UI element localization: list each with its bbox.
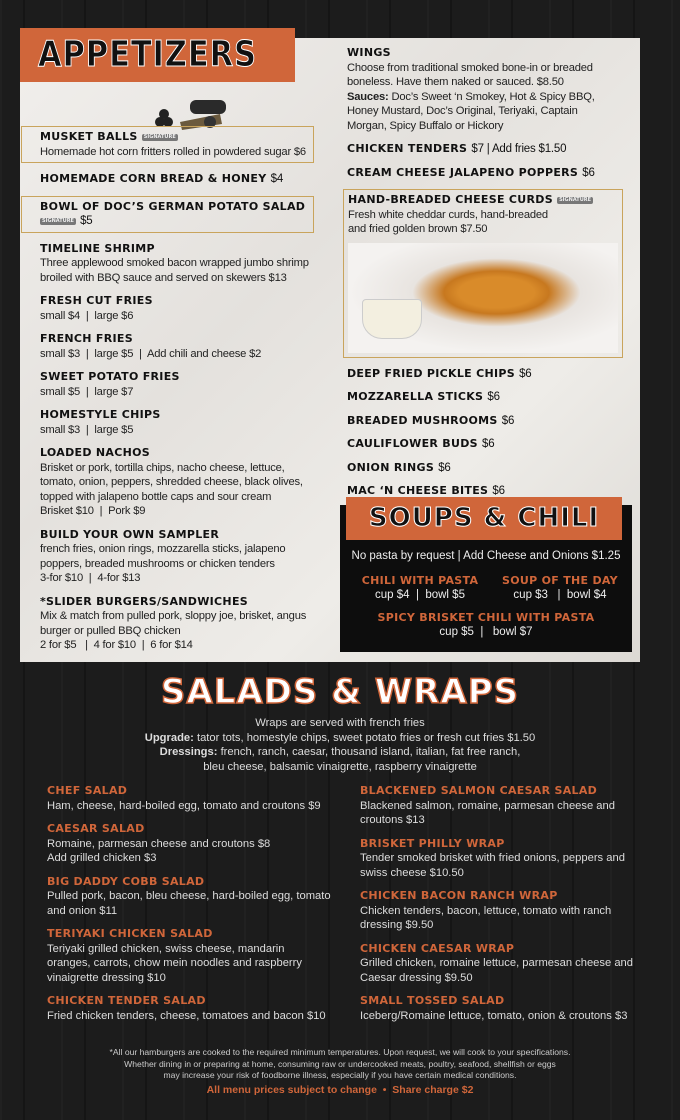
salads-right-column [360,784,650,1032]
menu-item [347,46,619,133]
price: $6 [487,391,500,403]
menu-item [40,332,312,361]
salad-item [47,822,337,866]
desc: Blackened salmon, romaine, parmesan cheese and croutons $13 [360,799,615,826]
menu-item [21,196,314,233]
served: Wraps are served with french fries [255,717,425,729]
name: BRISKET PHILLY WRAP [360,836,505,850]
dressings-label: Dressings: [159,746,218,758]
desc: Mix & match from pulled pork, sloppy joe, brisket, angus burger or pulled BBQ chicken [40,610,307,637]
price: $6 [438,461,451,474]
desc: small $3 | large $5 | Add chili and cheese $2 [40,347,262,360]
name: BUILD YOUR OWN SAMPLER [40,527,220,541]
name: SMALL TOSSED SALAD [360,994,505,1007]
desc: Iceberg/Romaine lettuce, tomato, onion & croutons $3 [360,1009,628,1022]
menu-item [347,390,619,405]
name: CAULIFLOWER BUDS [347,437,478,450]
line3: may increase your risk of foodborne illness, especially if you have certain medical conditions. [163,1070,517,1080]
name: CREAM CHEESE JALAPENO POPPERS [347,165,579,179]
name: TIMELINE SHRIMP [40,241,155,255]
salad-item [360,784,650,828]
desc: small $5 | large $7 [40,385,134,398]
salad-item [360,837,650,881]
name: MUSKET BALLS [40,130,138,143]
name: SOUP OF THE DAY [502,574,618,587]
desc: Teriyaki grilled chicken, swiss cheese, mandarin oranges, carrots, chow mein noodles and raspberry vinaigrette dressing $10 [47,942,302,984]
name: MOZZARELLA STICKS [347,390,484,403]
desc2: Brisket $10 | Pork $9 [40,505,146,517]
desc: Romaine, parmesan cheese and croutons $8 [47,837,271,850]
menu-item [40,294,312,323]
salads-title: SALADS & WRAPS [160,672,520,712]
salad-item [360,994,650,1023]
desc: Pulled pork, bacon, bleu cheese, hard-boiled egg, tomato and onion $11 [47,890,331,917]
salads-left-column [47,784,337,1032]
name: CHICKEN TENDER SALAD [47,994,206,1007]
upgrade: tator tots, homestyle chips, sweet potato fries or fresh cut fries $1.50 [196,731,536,744]
menu-item [40,528,312,586]
name: ONION RINGS [347,460,435,474]
name: SWEET POTATO FRIES [40,370,180,383]
desc: Tender smoked brisket with fried onions, peppers and swiss cheese $10.50 [360,852,625,879]
menu-item [40,172,312,187]
name: *SLIDER BURGERS/SANDWICHES [40,594,248,608]
name: FRENCH FRIES [40,332,133,345]
sauces-label: Sauces: [347,90,389,103]
desc: small $4 | large $6 [40,309,134,322]
dressings: french, ranch, caesar, thousand island, italian, fat free ranch, bleu cheese, balsamic vinaigrette, raspberry vinaigrette [203,746,521,773]
name: BOWL OF DOC’S GERMAN POTATO SALAD [40,199,306,213]
name: CHEF SALAD [47,784,128,797]
name: CHICKEN CAESAR WRAP [360,941,515,955]
upgrade-label: Upgrade: [144,731,194,744]
desc2: Add grilled chicken $3 [47,852,157,864]
name: FRESH CUT FRIES [40,294,153,307]
appetizers-left-column [40,126,312,662]
salad-item [47,994,337,1023]
line2: Whether dining in or preparing at home, consuming raw or undercooked meats, poultry, seafood, shellfish or eggs [124,1058,556,1069]
footer-notice: All menu prices subject to change • Share charge $2 [206,1083,474,1096]
name: MAC ‘N CHEESE BITES [347,484,489,497]
salad-item [360,942,650,986]
menu-item [40,242,312,286]
desc: Homemade hot corn fritters rolled in powdered sugar $6 [40,145,306,158]
soup-item [350,574,490,602]
name: CAESAR SALAD [47,822,145,835]
soup-item [490,574,630,602]
signature-badge: SIGNATURE [143,133,176,140]
menu-item [343,189,623,358]
menu-item [40,408,312,437]
menu-item [347,142,619,157]
signature-badge: SIGNATURE [42,217,74,224]
appetizers-header [20,28,295,82]
desc: french fries, onion rings, mozzarella sticks, jalapeno poppers, breaded mushrooms or chicken tenders [40,543,286,570]
price: cup $5 | bowl $7 [439,626,533,638]
desc2: 2 for $5 | 4 for $10 | 6 for $14 [40,639,193,651]
salads-intro [0,716,680,774]
appetizers-right-column [347,46,619,508]
menu-item [347,367,619,382]
line1: *All our hamburgers are cooked to the required minimum temperatures. Upon request, we will cook to your specifications. [109,1047,571,1057]
desc: Choose from traditional smoked bone-in or breaded boneless. Have them naked or sauced. $8.50 [347,61,593,88]
menu-item [40,595,312,653]
name: WINGS [347,46,391,59]
price: $6 [582,166,595,179]
price: $6 [519,367,532,380]
name: CHICKEN BACON RANCH WRAP [360,889,558,902]
name: CHICKEN TENDERS [347,142,468,155]
name: LOADED NACHOS [40,446,150,459]
desc: Ham, cheese, hard-boiled egg, tomato and croutons $9 [47,799,321,812]
desc: Fried chicken tenders, cheese, tomatoes and bacon $10 [47,1009,326,1022]
name: HOMESTYLE CHIPS [40,408,161,421]
price: $7 | Add fries $1.50 [471,143,567,155]
salad-item [47,927,337,985]
salad-item [360,889,650,933]
soups-title: SOUPS & CHILI [368,503,600,533]
name: SPICY BRISKET CHILI WITH PASTA [377,611,595,624]
price: $5 [80,215,93,227]
soups-note: No pasta by request | Add Cheese and Onions $1.25 [351,550,621,562]
appetizers-title: APPETIZERS [38,34,257,75]
desc: Chicken tenders, bacon, lettuce, tomato with ranch dressing $9.50 [360,904,612,931]
price: $6 [501,414,515,427]
menu-item [347,461,619,476]
menu-item [40,446,312,519]
price: $4 [270,173,284,185]
name: DEEP FRIED PICKLE CHIPS [347,366,515,380]
name: BREADED MUSHROOMS [347,413,498,427]
signature-badge: SIGNATURE [559,196,592,203]
salad-item [47,784,337,813]
soup-item [340,611,632,639]
footer-disclaimer [0,1047,680,1098]
desc2: 3-for $10 | 4-for $13 [40,572,141,584]
menu-item [40,370,312,399]
price: $6 [482,438,495,450]
desc: Brisket or pork, tortilla chips, nacho cheese, lettuce, tomato, onion, peppers, shredded cheese, black olives, topped with jalapeno bottle caps and sour cream [40,461,303,503]
name: HOMEMADE CORN BREAD & HONEY [40,172,267,185]
desc: small $3 | large $5 [40,423,134,436]
cheese-curds-photo [348,243,618,353]
price: cup $4 | bowl $5 [375,589,465,601]
salad-item [47,875,337,919]
name: CHILI WITH PASTA [361,574,479,587]
desc: Three applewood smoked bacon wrapped jumbo shrimp broiled with BBQ sauce and served on skewers $13 [40,257,309,284]
name: TERIYAKI CHICKEN SALAD [47,927,213,940]
soups-header [346,497,622,540]
name: BIG DADDY COBB SALAD [47,874,205,888]
menu-item [347,166,619,181]
price: cup $3 | bowl $4 [513,589,607,601]
menu-item [347,437,619,452]
desc: Grilled chicken, romaine lettuce, parmesan cheese and Caesar dressing $9.50 [360,957,633,984]
desc: Fresh white cheddar curds, hand-breaded and fried golden brown $7.50 [348,208,548,235]
menu-item [21,126,314,163]
menu-item [347,414,619,429]
name: HAND-BREADED CHEESE CURDS [348,193,553,206]
name: BLACKENED SALMON CAESAR SALAD [360,784,598,797]
sauces: Doc’s Sweet ‘n Smokey, Hot & Spicy BBQ, Honey Mustard, Doc’s Original, Teriyaki, Captain Morgan, Spicy Buffalo or Hickory [347,90,595,132]
price: $6 [492,485,505,497]
